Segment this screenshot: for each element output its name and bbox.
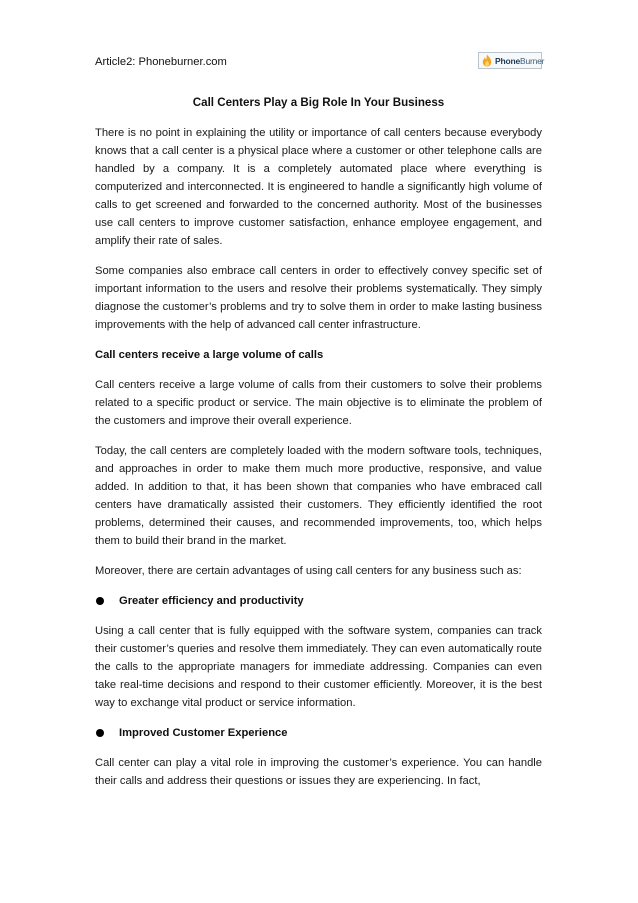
paragraph-today: Today, the call centers are completely loaded with the modern software tools, techniques, and approaches in order to make them much more productive, responsive, and value added. In addition to that, it has been shown that companies who have embraced call centers have dramatically assisted their customers. They efficiently identified the root problems, determined their causes, and recommended improvements, too, which helps them to build their brand in the market. bbox=[95, 445, 542, 547]
header-text: Article2: Phoneburner.com bbox=[95, 56, 227, 68]
paragraph-advantages: Moreover, there are certain advantages of using call centers for any business such as: bbox=[95, 565, 522, 577]
bullet-dot-icon bbox=[96, 729, 104, 737]
logo-brand-bold: Phone bbox=[495, 55, 520, 66]
document-title: Call Centers Play a Big Role In Your Business bbox=[192, 96, 445, 109]
paragraph-experience: Call center can play a vital role in improving the customer’s experience. You can handle their calls and address their questions or issues they are experiencing. In fact, bbox=[95, 757, 542, 787]
phoneburner-logo bbox=[478, 52, 545, 69]
page-header bbox=[95, 52, 545, 74]
bullet-item-efficiency bbox=[95, 592, 542, 610]
logo-wordmark bbox=[495, 56, 544, 66]
logo-brand-light: Burner bbox=[519, 55, 545, 66]
bullet-label: Improved Customer Experience bbox=[119, 727, 288, 739]
section-heading-calls: Call centers receive a large volume of calls bbox=[95, 349, 324, 361]
document-body bbox=[95, 94, 542, 802]
bullet-item-experience bbox=[95, 724, 542, 742]
paragraph-intro: There is no point in explaining the utility or importance of call centers because everybody knows that a call center is a physical place where a customer or other telephone calls are handled by a company. It is a completely automated place where everything is computerized and interconnected. It is engineered to handle a significantly high volume of calls to get screened and forwarded to the concerned authority. Most of the businesses use call centers to improve customer satisfaction, enhance employee engagement, and amplify their rate of sales. bbox=[95, 127, 542, 247]
paragraph-calls-volume: Call centers receive a large volume of calls from their customers to solve their problems related to a specific product or service. The main objective is to eliminate the problem of the customers and improve their overall experience. bbox=[95, 379, 542, 427]
bullet-dot-icon bbox=[96, 597, 104, 605]
paragraph-companies: Some companies also embrace call centers in order to effectively convey specific set of important information to the users and resolve their problems systematically. They simply diagnose the customer’s problems and try to solve them in order to make lasting business improvements with the help of advanced call center infrastructure. bbox=[95, 265, 542, 331]
bullet-label: Greater efficiency and productivity bbox=[119, 595, 304, 607]
flame-icon bbox=[481, 54, 493, 67]
paragraph-efficiency: Using a call center that is fully equipped with the software system, companies can track their customer’s queries and resolve them immediately. They can even automatically route the calls to the appropriate managers for immediate addressing. Companies can even take real-time decisions and respond to their customer efficiently. Moreover, it is the best way to exchange vital product or service information. bbox=[95, 625, 542, 709]
